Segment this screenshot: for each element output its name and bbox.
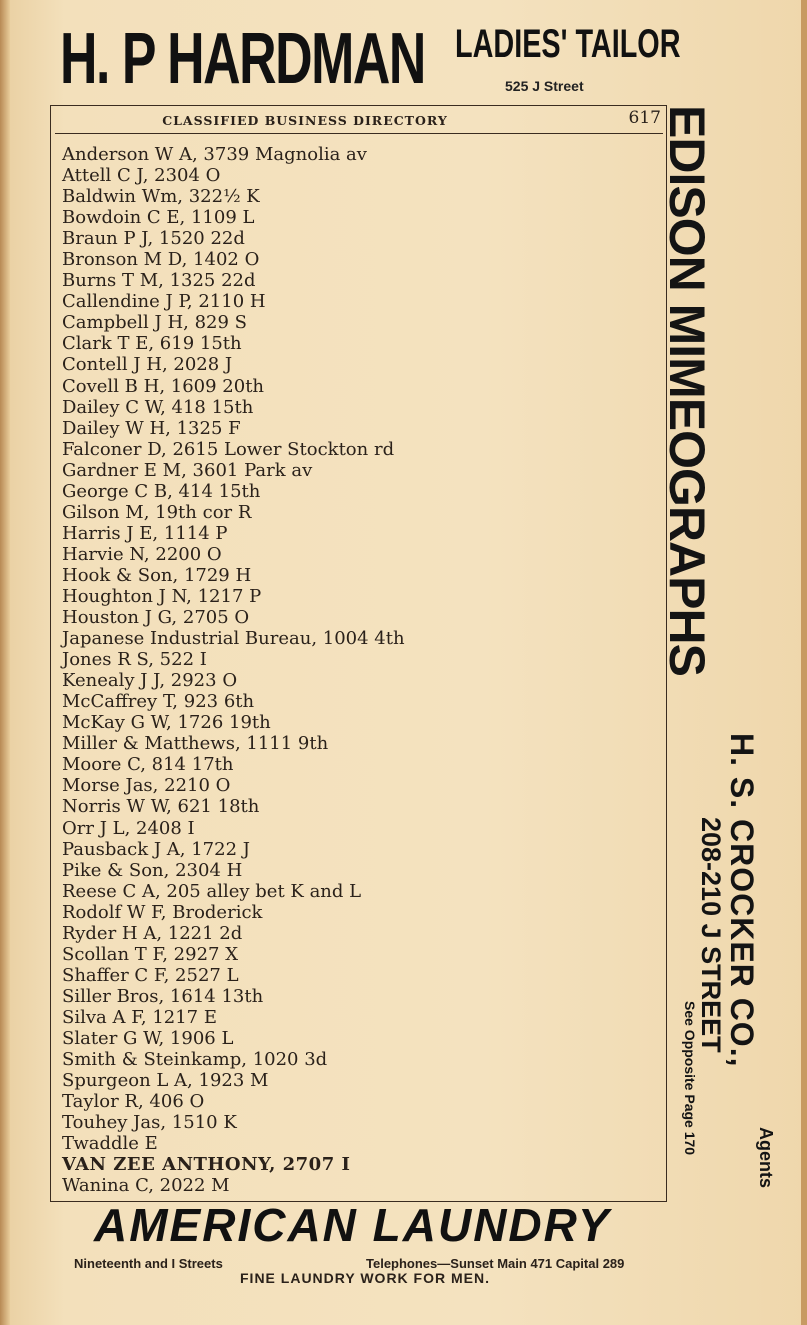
directory-entry: Pausback J A, 1722 J	[62, 838, 250, 860]
directory-entry: Japanese Industrial Bureau, 1004 4th	[62, 628, 405, 650]
directory-entry: Rodolf W F, Broderick	[62, 901, 263, 923]
side-ad-note: See Opposite Page 170	[682, 1001, 698, 1156]
directory-entry: Wanina C, 2022 M	[62, 1175, 230, 1197]
side-ad-company: H. S. CROCKER CO.,	[724, 733, 760, 1068]
directory-entry: Clark T E, 619 15th	[62, 333, 242, 355]
directory-entry: Jones R S, 522 I	[62, 649, 207, 671]
advertiser-name: H. P HARDMAN	[60, 19, 425, 99]
page-left-edge	[0, 0, 10, 1325]
directory-entry: McKay G W, 1726 19th	[62, 712, 271, 734]
directory-entry: Smith & Steinkamp, 1020 3d	[62, 1049, 328, 1071]
directory-entry: Harris J E, 1114 P	[62, 522, 228, 544]
directory-entry: Orr J L, 2408 I	[62, 817, 195, 839]
directory-entry: Braun P J, 1520 22d	[62, 228, 245, 250]
side-advertisement	[659, 105, 798, 1205]
directory-entry: Gardner E M, 3601 Park av	[62, 459, 313, 481]
directory-entry: Anderson W A, 3739 Magnolia av	[62, 144, 367, 165]
directory-entry: Pike & Son, 2304 H	[62, 859, 243, 881]
directory-entry: Gilson M, 19th cor R	[62, 501, 252, 523]
directory-entry: Dailey W H, 1325 F	[62, 417, 241, 439]
directory-entry: Dailey C W, 418 15th	[62, 396, 254, 418]
directory-entry: Scollan T F, 2927 X	[62, 943, 239, 965]
top-advertisement	[60, 18, 720, 100]
directory-entry: Bronson M D, 1402 O	[62, 249, 260, 271]
directory-entry: Ryder H A, 1221 2d	[62, 922, 243, 944]
directory-entry: Silva A F, 1217 E	[62, 1006, 217, 1028]
laundry-phones: Telephones—Sunset Main 471 Capital 289	[366, 1256, 625, 1271]
directory-entry: Contell J H, 2028 J	[62, 354, 233, 376]
bottom-advertisement	[60, 1198, 740, 1298]
laundry-slogan: FINE LAUNDRY WORK FOR MEN.	[240, 1270, 490, 1286]
directory-entry: Twaddle E	[62, 1133, 158, 1155]
directory-listing	[62, 144, 652, 1196]
directory-entry: Houston J G, 2705 O	[62, 607, 250, 629]
directory-entry: Callendine J P, 2110 H	[62, 291, 266, 313]
directory-entry: Harvie N, 2200 O	[62, 543, 222, 565]
laundry-address: Nineteenth and I Streets	[74, 1256, 223, 1271]
directory-entry: Baldwin Wm, 322½ K	[62, 186, 260, 208]
directory-entry: Burns T M, 1325 22d	[62, 270, 256, 292]
directory-entry: Slater G W, 1906 L	[62, 1027, 234, 1049]
side-ad-agents: Agents	[756, 1127, 776, 1189]
directory-entry: Covell B H, 1609 20th	[62, 375, 265, 397]
advertiser-trade: LADIES' TAILOR	[455, 22, 681, 66]
directory-entry: Spurgeon L A, 1923 M	[62, 1070, 269, 1092]
directory-entry: Moore C, 814 17th	[62, 754, 234, 776]
directory-entry: Siller Bros, 1614 13th	[62, 985, 264, 1007]
directory-entry: Taylor R, 406 O	[62, 1091, 205, 1113]
directory-entry: Morse Jas, 2210 O	[62, 775, 231, 797]
directory-entry: Norris W W, 621 18th	[62, 796, 260, 818]
directory-entry: Touhey Jas, 1510 K	[62, 1112, 237, 1134]
directory-entry: George C B, 414 15th	[62, 480, 261, 502]
directory-entry: Attell C J, 2304 O	[62, 165, 221, 187]
directory-entry: McCaffrey T, 923 6th	[62, 691, 255, 713]
laundry-name: AMERICAN LAUNDRY	[94, 1199, 611, 1251]
directory-entry: Shaffer C F, 2527 L	[62, 964, 239, 986]
side-ad-address: 208-210 J STREET	[696, 817, 726, 1053]
side-ad-product: EDISON MIMEOGRAPHS	[659, 105, 715, 676]
directory-entry: Falconer D, 2615 Lower Stockton rd	[62, 438, 395, 460]
directory-entry: VAN ZEE ANTHONY, 2707 I	[62, 1154, 351, 1176]
advertiser-address: 525 J Street	[505, 78, 584, 94]
running-header	[55, 110, 663, 132]
header-title: CLASSIFIED BUSINESS DIRECTORY	[162, 113, 448, 128]
directory-entry: Bowdoin C E, 1109 L	[62, 207, 255, 229]
directory-entry: Miller & Matthews, 1111 9th	[62, 733, 329, 755]
page-right-edge	[801, 0, 807, 1325]
directory-entry: Hook & Son, 1729 H	[62, 564, 252, 586]
page-number: 617	[628, 108, 661, 128]
directory-entry: Reese C A, 205 alley bet K and L	[62, 880, 362, 902]
directory-entry: Kenealy J J, 2923 O	[62, 670, 238, 692]
directory-entry: Campbell J H, 829 S	[62, 312, 247, 334]
directory-entry: Houghton J N, 1217 P	[62, 585, 262, 607]
header-divider	[55, 133, 663, 134]
